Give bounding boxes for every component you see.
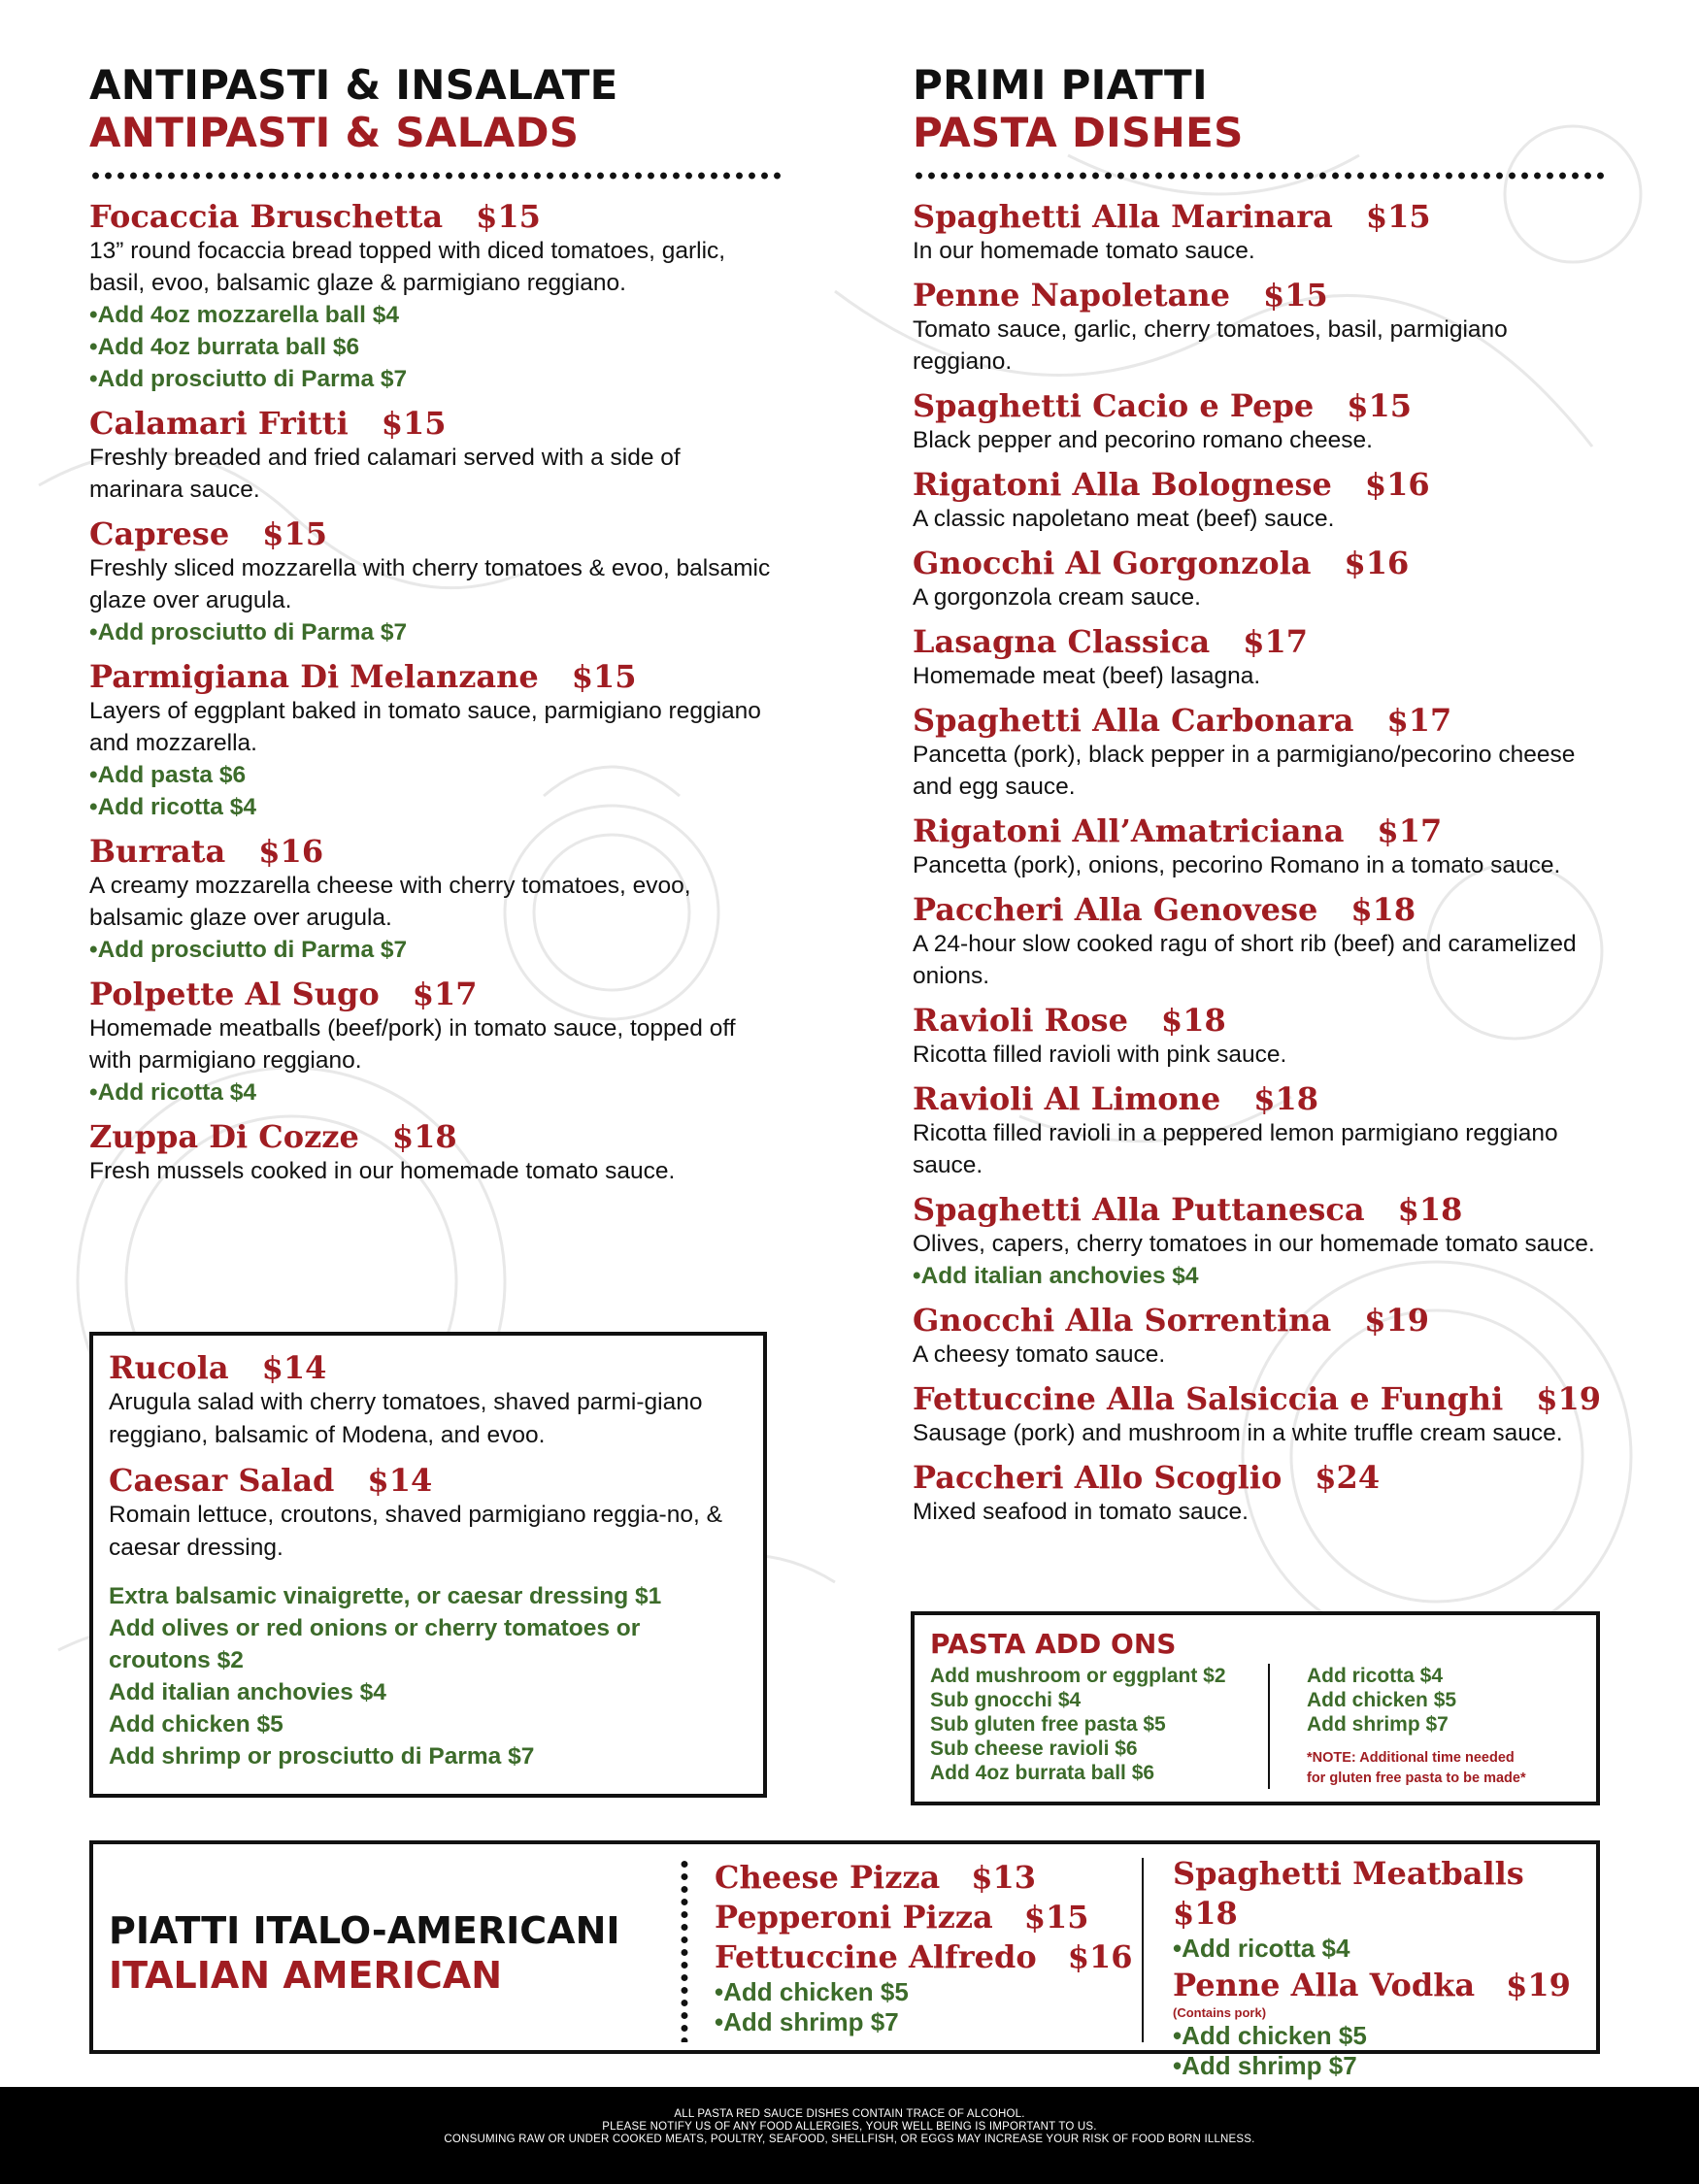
item-name: Penne Napoletane bbox=[913, 277, 1230, 314]
menu-item bbox=[913, 387, 1604, 456]
addon: •Add chicken $5 bbox=[1173, 2021, 1367, 2050]
item-price: $15 bbox=[571, 658, 637, 695]
addon: •Add prosciutto di Parma $7 bbox=[89, 937, 408, 963]
item-price: $18 bbox=[1350, 891, 1416, 928]
item-price: $15 bbox=[262, 515, 327, 552]
menu-item bbox=[913, 702, 1604, 803]
dotted-divider-vertical bbox=[680, 1858, 689, 2042]
item-name: Cheese Pizza bbox=[715, 1859, 941, 1896]
menu-item bbox=[913, 812, 1604, 881]
item-price: $15 bbox=[476, 198, 541, 235]
item-description: A 24-hour slow cooked ragu of short rib (beef) and caramelized onions. bbox=[913, 931, 1577, 989]
item-price: $17 bbox=[1377, 812, 1443, 849]
salads-box bbox=[89, 1332, 767, 1798]
antipasti-heading-italian: ANTIPASTI & INSALATE bbox=[89, 61, 618, 109]
note-line: *NOTE: Additional time needed bbox=[1307, 1750, 1515, 1766]
item-name: Parmigiana Di Melanzane bbox=[89, 658, 539, 695]
menu-item bbox=[89, 833, 781, 966]
item-description: Sausage (pork) and mushroom in a white truffle cream sauce. bbox=[913, 1420, 1563, 1446]
menu-item-title bbox=[913, 1002, 1604, 1039]
primi-heading-italian: PRIMI PIATTI bbox=[913, 61, 1208, 109]
item-name: Pepperoni Pizza bbox=[715, 1899, 993, 1936]
menu-item-title bbox=[913, 623, 1604, 660]
item-description: Pancetta (pork), black pepper in a parmigiano/pecorino cheese and egg sauce. bbox=[913, 742, 1576, 800]
pasta-addon: Add shrimp $7 bbox=[1307, 1713, 1449, 1736]
menu-item bbox=[913, 466, 1604, 535]
addon: •Add ricotta $4 bbox=[89, 1079, 256, 1106]
dotted-divider bbox=[913, 171, 1604, 181]
menu-item bbox=[913, 277, 1604, 378]
item-description: In our homemade tomato sauce. bbox=[913, 238, 1255, 264]
item-price: $16 bbox=[1067, 1938, 1133, 1975]
italian-american-box bbox=[89, 1840, 1600, 2080]
menu-item-title bbox=[913, 545, 1604, 581]
item-name: Spaghetti Alla Puttanesca bbox=[913, 1191, 1365, 1228]
item-price: $15 bbox=[1262, 277, 1328, 314]
salad-extra: Add chicken $5 bbox=[109, 1711, 283, 1737]
menu-item-title bbox=[89, 833, 781, 870]
footer-line: ALL PASTA RED SAUCE DISHES CONTAIN TRACE OF ALCOHOL. bbox=[674, 2108, 1025, 2120]
menu-item-title bbox=[89, 658, 781, 695]
item-name: Rigatoni All’Amatriciana bbox=[913, 812, 1345, 849]
menu-item bbox=[89, 1118, 781, 1187]
item-price: $18 bbox=[1253, 1080, 1319, 1117]
item-name: Burrata bbox=[89, 833, 226, 870]
menu-item-title bbox=[89, 1118, 781, 1155]
menu-item-title bbox=[913, 387, 1604, 424]
primi-list bbox=[913, 198, 1604, 1528]
pasta-addon: Sub gnocchi $4 bbox=[930, 1689, 1082, 1711]
item-name: Lasagna Classica bbox=[913, 623, 1211, 660]
item-description: Olives, capers, cherry tomatoes in our homemade tomato sauce. bbox=[913, 1231, 1595, 1257]
menu-item-title bbox=[89, 198, 781, 235]
menu-item-title bbox=[913, 277, 1604, 314]
item-name: Calamari Fritti bbox=[89, 405, 349, 442]
italian-american-heading bbox=[109, 1908, 620, 1998]
item-description: A cheesy tomato sauce. bbox=[913, 1341, 1166, 1368]
item-name: Zuppa Di Cozze bbox=[89, 1118, 359, 1155]
item-price: $19 bbox=[1364, 1302, 1430, 1339]
menu-item bbox=[913, 545, 1604, 613]
italian-american-heading-english: ITALIAN AMERICAN bbox=[109, 1954, 502, 1997]
item-description: A creamy mozzarella cheese with cherry tomatoes, evoo, balsamic glaze over arugula. bbox=[89, 873, 691, 931]
menu-item bbox=[109, 1349, 748, 1452]
item-price: $16 bbox=[258, 833, 324, 870]
menu-item bbox=[109, 1462, 748, 1565]
salad-list bbox=[109, 1349, 748, 1565]
item-name: Paccheri Allo Scoglio bbox=[913, 1459, 1283, 1496]
menu-item-title bbox=[1173, 1854, 1590, 1934]
item-price: $14 bbox=[367, 1462, 433, 1499]
item-price: $16 bbox=[1364, 466, 1430, 503]
footer-line: PLEASE NOTIFY US OF ANY FOOD ALLERGIES, YOUR WELL BEING IS IMPORTANT TO US. bbox=[602, 2121, 1097, 2133]
item-price: $18 bbox=[391, 1118, 457, 1155]
item-price: $17 bbox=[412, 976, 478, 1012]
item-name: Focaccia Bruschetta bbox=[89, 198, 444, 235]
item-name: Gnocchi Alla Sorrentina bbox=[913, 1302, 1332, 1339]
item-name: Rigatoni Alla Bolognese bbox=[913, 466, 1332, 503]
menu-item bbox=[89, 405, 781, 506]
item-price: $18 bbox=[1397, 1191, 1463, 1228]
item-name: Spaghetti Alla Carbonara bbox=[913, 702, 1354, 739]
item-description: Arugula salad with cherry tomatoes, shaved parmi-giano reggiano, balsamic of Modena, and evoo. bbox=[109, 1389, 703, 1448]
item-price: $18 bbox=[1160, 1002, 1226, 1039]
pasta-addon: Add 4oz burrata ball $6 bbox=[930, 1762, 1155, 1784]
item-name: Fettuccine Alfredo bbox=[715, 1938, 1037, 1975]
item-description: Tomato sauce, garlic, cherry tomatoes, basil, parmigiano reggiano. bbox=[913, 316, 1508, 375]
menu-item-title bbox=[89, 976, 781, 1012]
gluten-free-note bbox=[1307, 1748, 1526, 1789]
pasta-addon: Add chicken $5 bbox=[1307, 1689, 1457, 1711]
item-description: Freshly breaded and fried calamari served with a side of marinara sauce. bbox=[89, 445, 681, 503]
pasta-addon: Sub cheese ravioli $6 bbox=[930, 1737, 1138, 1760]
item-name: Spaghetti Meatballs bbox=[1173, 1855, 1524, 1892]
menu-item bbox=[913, 1302, 1604, 1371]
salad-extra: Add italian anchovies $4 bbox=[109, 1679, 386, 1705]
salad-extra: Extra balsamic vinaigrette, or caesar dressing $1 bbox=[109, 1583, 662, 1609]
italian-american-middle bbox=[715, 1858, 1200, 2037]
addon: •Add shrimp $7 bbox=[715, 2007, 899, 2036]
pasta-addons-left bbox=[930, 1664, 1270, 1789]
dotted-divider bbox=[89, 171, 781, 181]
menu-item bbox=[913, 891, 1604, 992]
salad-extra: Add olives or red onions or cherry tomatoes or croutons $2 bbox=[109, 1615, 641, 1673]
item-description: Freshly sliced mozzarella with cherry tomatoes & evoo, balsamic glaze over arugula. bbox=[89, 555, 771, 613]
item-price: $15 bbox=[1365, 198, 1431, 235]
italian-american-right bbox=[1173, 1854, 1590, 2081]
item-price: $18 bbox=[1173, 1895, 1238, 1932]
pasta-addons-right bbox=[1270, 1664, 1526, 1789]
item-description: Ricotta filled ravioli in a peppered lemon parmigiano reggiano sauce. bbox=[913, 1120, 1558, 1178]
menu-item-title bbox=[913, 1380, 1604, 1417]
primi-heading-english: PASTA DISHES bbox=[913, 109, 1244, 156]
item-description: Romain lettuce, croutons, shaved parmigiano reggia-no, & caesar dressing. bbox=[109, 1502, 722, 1561]
menu-item-title bbox=[913, 1191, 1604, 1228]
addon: •Add shrimp $7 bbox=[1173, 2051, 1357, 2080]
item-price: $13 bbox=[971, 1859, 1037, 1896]
italian-american-heading-italian: PIATTI ITALO-AMERICANI bbox=[109, 1909, 620, 1952]
footer-line: CONSUMING RAW OR UNDER COOKED MEATS, POULTRY, SEAFOOD, SHELLFISH, OR EGGS MAY INCREASE YOUR RISK OF FOOD BORN ILLNESS. bbox=[444, 2134, 1255, 2145]
pasta-addons-box bbox=[911, 1611, 1600, 1805]
contains-pork-note: (Contains pork) bbox=[1173, 2005, 1267, 2020]
item-name: Rucola bbox=[109, 1349, 229, 1386]
item-description: A gorgonzola cream sauce. bbox=[913, 584, 1201, 611]
item-price: $15 bbox=[1023, 1899, 1089, 1936]
item-name: Caprese bbox=[89, 515, 230, 552]
menu-item-title bbox=[913, 812, 1604, 849]
item-price: $16 bbox=[1344, 545, 1410, 581]
item-description: A classic napoletano meat (beef) sauce. bbox=[913, 506, 1335, 532]
pasta-addons-title: PASTA ADD ONS bbox=[930, 1628, 1177, 1660]
menu-item bbox=[913, 1380, 1604, 1449]
item-name: Ravioli Al Limone bbox=[913, 1080, 1221, 1117]
item-price: $19 bbox=[1506, 1967, 1571, 2003]
menu-item bbox=[913, 1080, 1604, 1181]
menu-item-title bbox=[715, 1858, 1200, 1898]
item-name: Spaghetti Cacio e Pepe bbox=[913, 387, 1315, 424]
antipasti-section bbox=[89, 62, 781, 1197]
item-description: Mixed seafood in tomato sauce. bbox=[913, 1499, 1249, 1525]
column-separator bbox=[1142, 1858, 1144, 2042]
salad-extra: Add shrimp or prosciutto di Parma $7 bbox=[109, 1743, 535, 1770]
menu-item bbox=[913, 1459, 1604, 1528]
addon: •Add italian anchovies $4 bbox=[913, 1263, 1199, 1289]
menu-item bbox=[913, 1002, 1604, 1071]
menu-item-title bbox=[1173, 1966, 1590, 2005]
item-name: Spaghetti Alla Marinara bbox=[913, 198, 1333, 235]
item-description: 13” round focaccia bread topped with diced tomatoes, garlic, basil, evoo, balsamic glaze & parmigiano reggiano. bbox=[89, 238, 726, 296]
item-name: Polpette Al Sugo bbox=[89, 976, 380, 1012]
menu-item-title bbox=[89, 405, 781, 442]
addon: •Add prosciutto di Parma $7 bbox=[89, 619, 408, 645]
item-description: Homemade meatballs (beef/pork) in tomato sauce, topped off with parmigiano reggiano. bbox=[89, 1015, 736, 1074]
footer-disclaimer bbox=[0, 2087, 1699, 2184]
antipasti-heading-english: ANTIPASTI & SALADS bbox=[89, 109, 580, 156]
addon: •Add pasta $6 bbox=[89, 762, 247, 788]
pasta-addon: Add mushroom or eggplant $2 bbox=[930, 1665, 1226, 1687]
item-price: $17 bbox=[1243, 623, 1309, 660]
menu-item bbox=[913, 198, 1604, 267]
item-price: $24 bbox=[1315, 1459, 1381, 1496]
item-description: Pancetta (pork), onions, pecorino Romano in a tomato sauce. bbox=[913, 852, 1561, 878]
addon: •Add ricotta $4 bbox=[1173, 1934, 1350, 1963]
item-price: $14 bbox=[261, 1349, 327, 1386]
menu-item bbox=[89, 658, 781, 823]
menu-item-title bbox=[913, 702, 1604, 739]
salad-extras bbox=[109, 1580, 748, 1772]
menu-item-title bbox=[913, 198, 1604, 235]
item-price: $17 bbox=[1386, 702, 1452, 739]
item-name: Caesar Salad bbox=[109, 1462, 335, 1499]
addon: •Add prosciutto di Parma $7 bbox=[89, 366, 408, 392]
pasta-addon: Add ricotta $4 bbox=[1307, 1665, 1444, 1687]
item-description: Fresh mussels cooked in our homemade tomato sauce. bbox=[89, 1158, 676, 1184]
item-price: $19 bbox=[1536, 1380, 1602, 1417]
item-name: Paccheri Alla Genovese bbox=[913, 891, 1318, 928]
menu-item bbox=[913, 1191, 1604, 1292]
primi-section bbox=[913, 62, 1604, 1538]
note-line: for gluten free pasta to be made* bbox=[1307, 1770, 1526, 1786]
pasta-addon: Sub gluten free pasta $5 bbox=[930, 1713, 1166, 1736]
item-description: Ricotta filled ravioli with pink sauce. bbox=[913, 1042, 1287, 1068]
item-description: Homemade meat (beef) lasagna. bbox=[913, 663, 1261, 689]
menu-item bbox=[89, 198, 781, 395]
item-name: Fettuccine Alla Salsiccia e Funghi bbox=[913, 1380, 1504, 1417]
menu-item-title bbox=[89, 515, 781, 552]
menu-item-title bbox=[715, 1937, 1200, 1977]
menu-item-title bbox=[109, 1349, 748, 1386]
item-name: Gnocchi Al Gorgonzola bbox=[913, 545, 1312, 581]
menu-item-title bbox=[913, 466, 1604, 503]
item-description: Black pepper and pecorino romano cheese. bbox=[913, 427, 1373, 453]
addon: •Add 4oz mozzarella ball $4 bbox=[89, 302, 400, 328]
addon: •Add ricotta $4 bbox=[89, 794, 256, 820]
antipasti-list bbox=[89, 198, 781, 1187]
menu-item-title bbox=[913, 1080, 1604, 1117]
menu-item-title bbox=[913, 891, 1604, 928]
menu-item-title bbox=[109, 1462, 748, 1499]
menu-item-title bbox=[913, 1302, 1604, 1339]
item-name: Penne Alla Vodka bbox=[1173, 1967, 1476, 2003]
menu-item bbox=[913, 623, 1604, 692]
addon: •Add 4oz burrata ball $6 bbox=[89, 334, 360, 360]
item-price: $15 bbox=[381, 405, 447, 442]
item-description: Layers of eggplant baked in tomato sauce, parmigiano reggiano and mozzarella. bbox=[89, 698, 761, 756]
item-name: Ravioli Rose bbox=[913, 1002, 1128, 1039]
menu-item bbox=[89, 976, 781, 1109]
menu-item-title bbox=[715, 1898, 1200, 1937]
addon: •Add chicken $5 bbox=[715, 1977, 909, 2006]
item-price: $15 bbox=[1347, 387, 1412, 424]
menu-item-title bbox=[913, 1459, 1604, 1496]
menu-item bbox=[89, 515, 781, 648]
